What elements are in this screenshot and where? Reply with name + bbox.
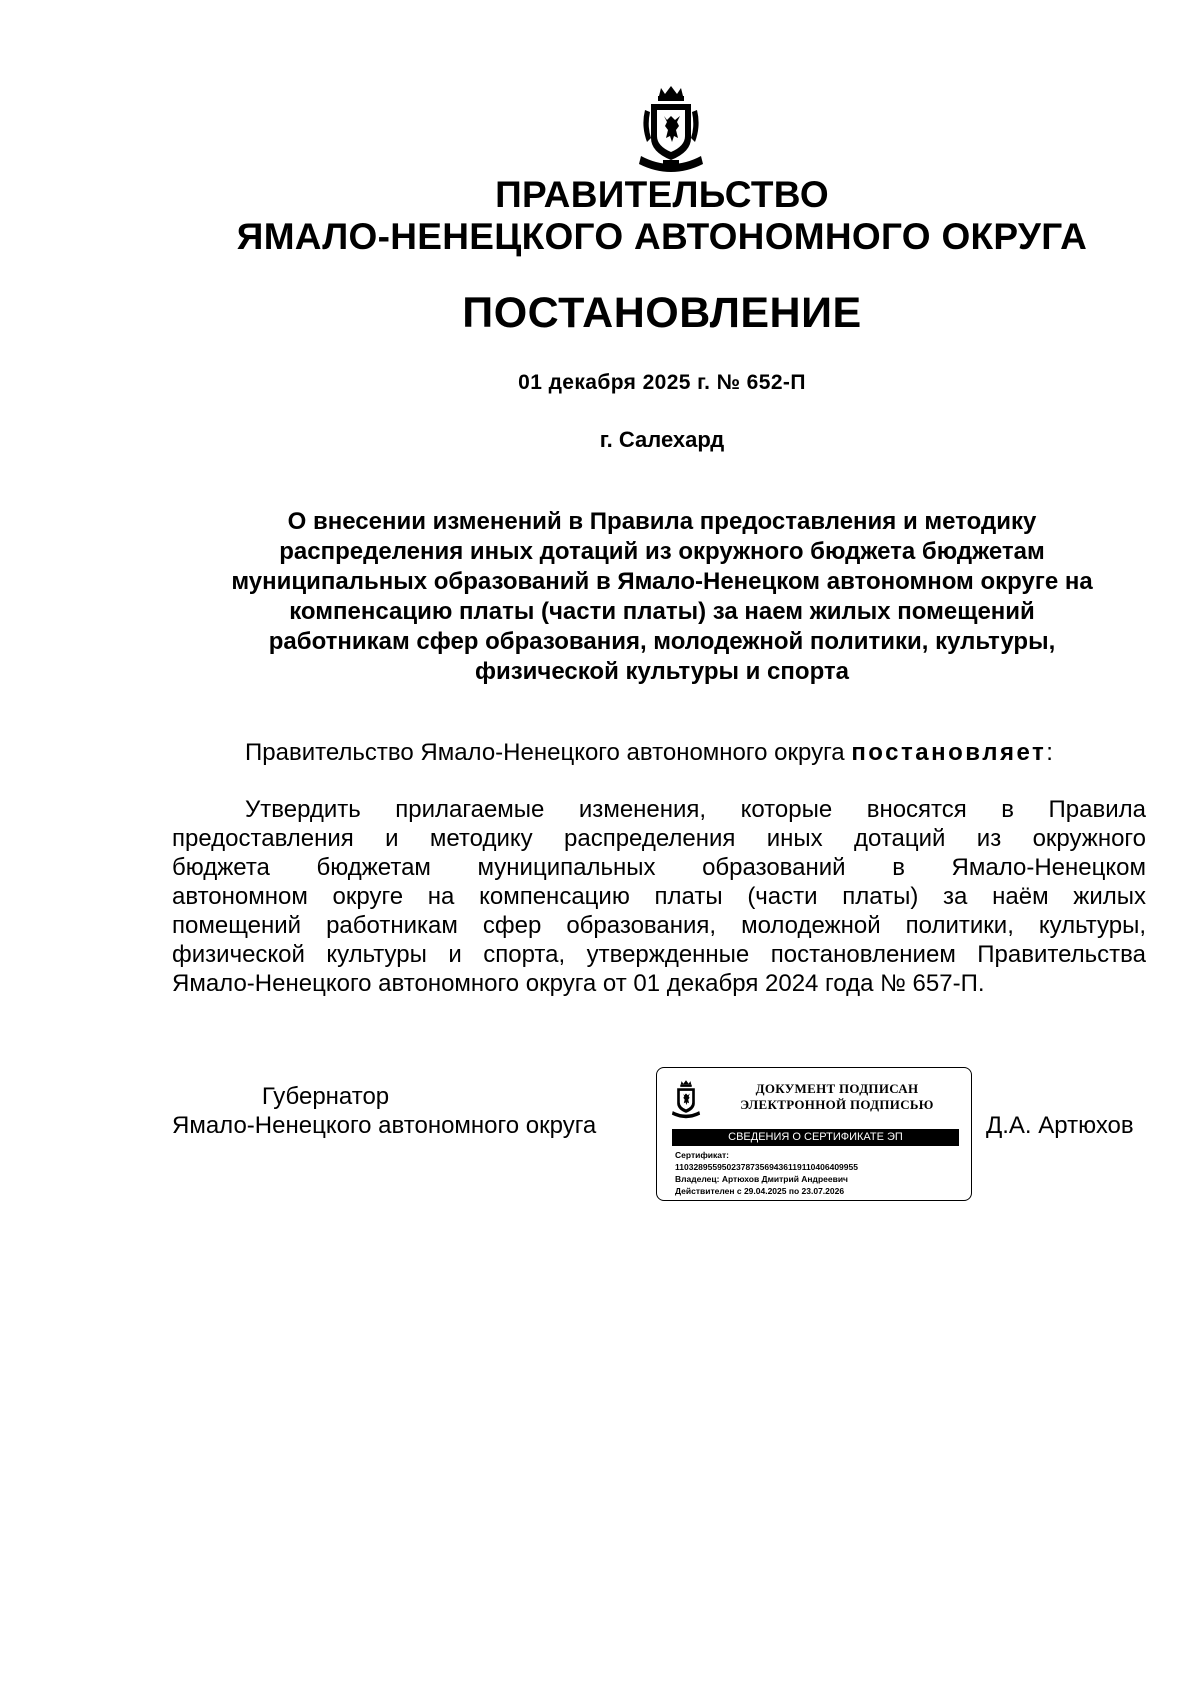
body-line: физической культуры и спорта, утвержденные постановлением Правительства: [172, 941, 1146, 968]
body-line: помещений работникам сфер образования, молодежной политики, культуры,: [172, 912, 1146, 939]
coat-of-arms-icon: [671, 1077, 701, 1125]
coat-of-arms-icon: [637, 86, 705, 180]
body-line: Утвердить прилагаемые изменения, которые вносятся в Правила: [245, 796, 1146, 823]
body-line: бюджета бюджетам муниципальных образований в Ямало-Ненецком: [172, 854, 1146, 881]
stamp-title-line2: ЭЛЕКТРОННОЙ ПОДПИСЬЮ: [740, 1097, 934, 1112]
preamble: [245, 738, 1053, 768]
date-and-number: 01 декабря 2025 г. № 652-П: [518, 371, 806, 394]
certificate-number: 110328955950237873569436119110406409955: [675, 1162, 858, 1172]
certificate-owner: Владелец: Артюхов Дмитрий Андреевич: [675, 1174, 848, 1184]
subject-line: распределения иных дотаций из окружного бюджета бюджетам: [279, 538, 1045, 565]
position-title: Губернатор: [261, 1083, 390, 1110]
body-line: автономном округе на компенсацию платы (части платы) за наём жилых: [172, 883, 1146, 910]
city: г. Салехард: [599, 427, 725, 452]
electronic-signature-stamp: [656, 1067, 972, 1201]
position-region: Ямало-Ненецкого автономного округа: [172, 1112, 597, 1139]
decree-word: постановляет: [851, 739, 1047, 766]
subject-line: физической культуры и спорта: [474, 658, 850, 685]
certificate-validity: Действителен с 29.04.2025 по 23.07.2026: [675, 1186, 845, 1196]
signatory-position: [172, 1082, 642, 1140]
preamble-colon: :: [1046, 739, 1053, 766]
subject-line: О внесении изменений в Правила предоставления и методику: [287, 508, 1037, 535]
stamp-certificate-bar: СВЕДЕНИЯ О СЕРТИФИКАТЕ ЭП: [672, 1129, 959, 1146]
body-paragraph: [172, 795, 1146, 998]
certificate-label: Сертификат:: [675, 1150, 729, 1160]
body-line: предоставления и методику распределения иных дотаций из окружного: [172, 825, 1146, 852]
subject-line: работникам сфер образования, молодежной политики, культуры,: [268, 628, 1056, 655]
stamp-title: [717, 1081, 957, 1113]
subject-line: компенсацию платы (части платы) за наем жилых помещений: [289, 598, 1035, 625]
signatory-name: Д.А. Артюхов: [986, 1112, 1134, 1139]
preamble-text: Правительство Ямало-Ненецкого автономного округа: [245, 739, 852, 766]
subject-line: муниципальных образований в Ямало-Ненецком автономном округе на: [231, 568, 1093, 595]
body-line: Ямало-Ненецкого автономного округа от 01 декабря 2024 года № 657-П.: [172, 970, 985, 997]
stamp-title-line1: ДОКУМЕНТ ПОДПИСАН: [755, 1081, 919, 1096]
government-title-line1: ПРАВИТЕЛЬСТВО: [495, 174, 829, 215]
document-subject: [168, 507, 1156, 687]
government-title-line2: ЯМАЛО-НЕНЕЦКОГО АВТОНОМНОГО ОКРУГА: [236, 216, 1088, 257]
stamp-certificate-info: [675, 1149, 965, 1197]
document-type: ПОСТАНОВЛЕНИЕ: [462, 289, 862, 337]
